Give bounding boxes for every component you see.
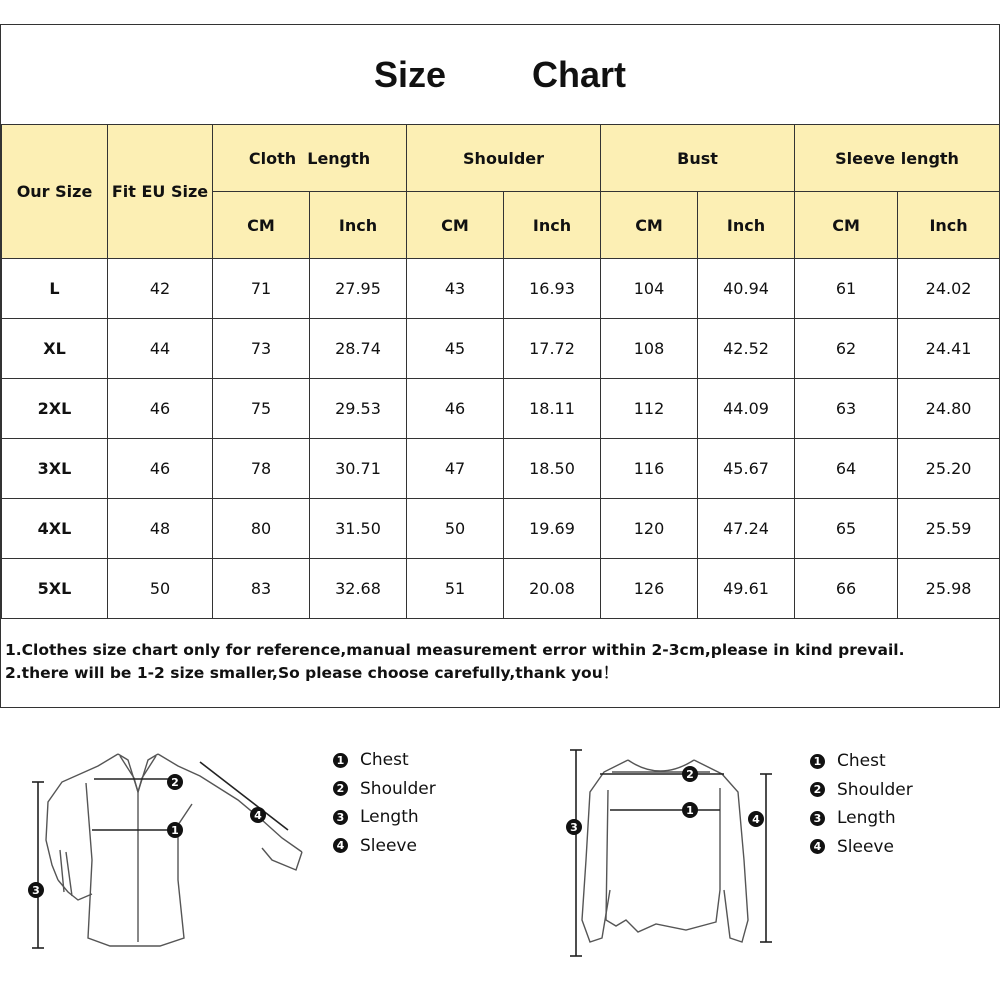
header-our-size: Our Size [2,125,108,259]
svg-text:4: 4 [254,809,262,822]
table-cell: 104 [601,259,698,319]
legend-label: Chest [837,751,886,772]
table-cell: 18.50 [504,439,601,499]
svg-text:1: 1 [686,804,694,817]
table-cell: 66 [795,559,898,619]
note-line-1: 1.Clothes size chart only for reference,manual measurement error within 2-3cm,please in kind prevail. [5,641,905,659]
marker-shoulder-sweater [682,766,698,782]
table-cell: 49.61 [698,559,795,619]
table-cell: 47.24 [698,499,795,559]
table-cell: 51 [407,559,504,619]
marker-chest-sweater [682,802,698,818]
table-cell: 61 [795,259,898,319]
title-word-chart: Chart [532,53,627,95]
legend-item [810,833,913,862]
header-unit: Inch [310,192,407,259]
marker-sleeve-sweater [748,811,764,827]
table-row [2,259,1000,319]
marker-sleeve-shirt [250,807,266,823]
table-cell: 25.59 [898,499,1000,559]
table-cell: 46 [407,379,504,439]
header-bust: Bust [601,125,795,192]
table-cell: 42 [108,259,213,319]
legend-label: Sleeve [837,836,894,857]
header-unit: CM [795,192,898,259]
table-cell: 44 [108,319,213,379]
table-cell: 43 [407,259,504,319]
table-cell: XL [2,319,108,379]
sweater-legend [810,747,913,861]
marker-length-sweater [566,819,582,835]
table-cell: 64 [795,439,898,499]
marker-shoulder-shirt [167,774,183,790]
number-2-icon: 2 [333,781,348,796]
number-4-icon: 4 [333,838,348,853]
svg-text:2: 2 [171,776,179,789]
table-row [2,379,1000,439]
header-unit: Inch [504,192,601,259]
table-cell: 42.52 [698,319,795,379]
legend-item [333,832,436,861]
table-cell: 62 [795,319,898,379]
legend-label: Length [360,807,419,828]
table-row [2,559,1000,619]
table-cell: 108 [601,319,698,379]
number-3-icon: 3 [333,810,348,825]
table-cell: 78 [213,439,310,499]
table-cell: L [2,259,108,319]
table-cell: 24.02 [898,259,1000,319]
table-cell: 20.08 [504,559,601,619]
table-cell: 31.50 [310,499,407,559]
legend-item [333,775,436,804]
svg-text:3: 3 [570,821,578,834]
table-cell: 47 [407,439,504,499]
legend-item [810,747,913,776]
header-unit: CM [213,192,310,259]
table-cell: 29.53 [310,379,407,439]
number-2-icon: 2 [810,782,825,797]
table-cell: 71 [213,259,310,319]
table-cell: 25.20 [898,439,1000,499]
svg-text:3: 3 [32,884,40,897]
table-cell: 25.98 [898,559,1000,619]
table-row [2,499,1000,559]
marker-length-shirt [28,882,44,898]
page-title [1,25,999,124]
number-3-icon: 3 [810,811,825,826]
table-cell: 48 [108,499,213,559]
table-cell: 73 [213,319,310,379]
shirt-legend [333,746,436,860]
legend-label: Chest [360,750,409,771]
table-row [2,319,1000,379]
table-cell: 75 [213,379,310,439]
table-cell: 16.93 [504,259,601,319]
table-cell: 30.71 [310,439,407,499]
header-shoulder: Shoulder [407,125,601,192]
table-cell: 40.94 [698,259,795,319]
table-cell: 28.74 [310,319,407,379]
notes [5,639,995,685]
table-cell: 3XL [2,439,108,499]
table-row [2,439,1000,499]
legend-label: Sleeve [360,835,417,856]
number-1-icon: 1 [810,754,825,769]
table-cell: 50 [407,499,504,559]
size-table [1,124,1000,619]
table-cell: 80 [213,499,310,559]
legend-label: Shoulder [360,778,436,799]
marker-chest-shirt [167,822,183,838]
note-line-2: 2.there will be 1-2 size smaller,So please choose carefully,thank you！ [5,664,619,682]
table-cell: 63 [795,379,898,439]
table-cell: 83 [213,559,310,619]
svg-text:1: 1 [171,824,179,837]
header-unit: Inch [898,192,1000,259]
table-cell: 46 [108,379,213,439]
table-cell: 65 [795,499,898,559]
table-cell: 44.09 [698,379,795,439]
table-cell: 45 [407,319,504,379]
table-cell: 45.67 [698,439,795,499]
header-fit-eu-size: Fit EU Size [108,125,213,259]
table-cell: 112 [601,379,698,439]
table-cell: 50 [108,559,213,619]
number-1-icon: 1 [333,753,348,768]
number-4-icon: 4 [810,839,825,854]
legend-label: Length [837,808,896,829]
svg-text:2: 2 [686,768,694,781]
table-cell: 24.80 [898,379,1000,439]
header-sleeve-length: Sleeve length [795,125,1000,192]
legend-item [810,804,913,833]
table-cell: 27.95 [310,259,407,319]
table-cell: 120 [601,499,698,559]
legend-item [333,803,436,832]
size-chart-frame [0,24,1000,708]
table-cell: 24.41 [898,319,1000,379]
table-cell: 116 [601,439,698,499]
table-cell: 46 [108,439,213,499]
title-word-size: Size [373,53,447,95]
header-unit: Inch [698,192,795,259]
sweater-outline [582,760,748,942]
table-cell: 18.11 [504,379,601,439]
measurement-illustrations [0,720,1000,1000]
header-cloth-length: Cloth Length [213,125,407,192]
table-cell: 4XL [2,499,108,559]
table-cell: 5XL [2,559,108,619]
header-unit: CM [601,192,698,259]
table-cell: 17.72 [504,319,601,379]
legend-label: Shoulder [837,779,913,800]
table-cell: 19.69 [504,499,601,559]
svg-text:4: 4 [752,813,760,826]
table-cell: 32.68 [310,559,407,619]
header-unit: CM [407,192,504,259]
legend-item [333,746,436,775]
legend-item [810,776,913,805]
table-cell: 126 [601,559,698,619]
table-cell: 2XL [2,379,108,439]
